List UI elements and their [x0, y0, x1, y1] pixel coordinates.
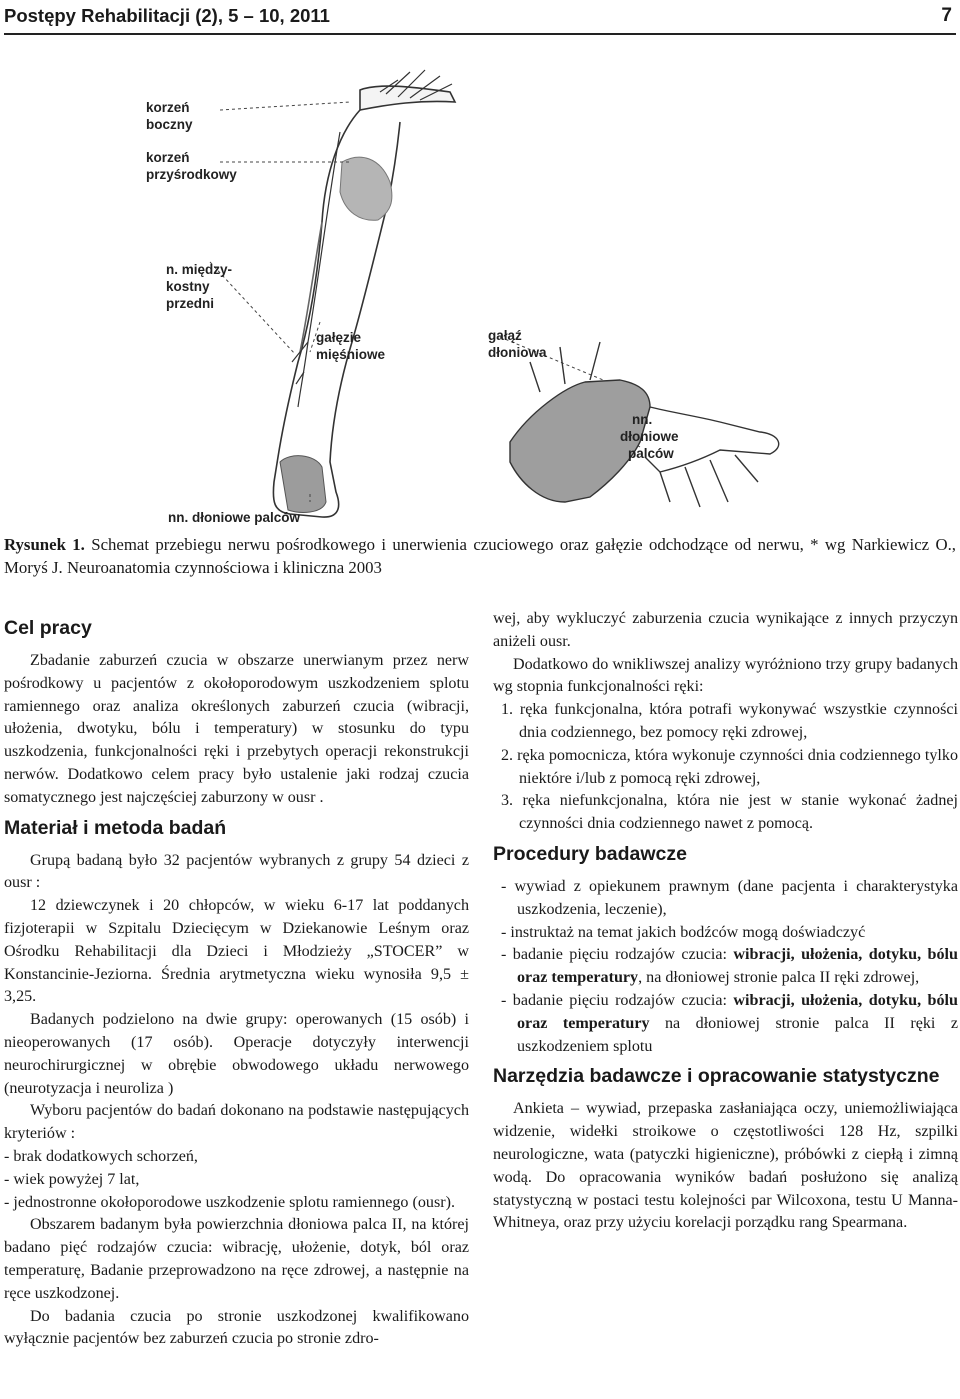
function-group-item: 3. ręka niefunkcjonalna, która nie jest w stanie wykonać żadnej czynności dnia codziennego nawet z pomocą.	[501, 792, 958, 833]
criteria-item: - brak dodatkowych schorzeń,	[4, 1147, 198, 1165]
label-nn-1: nn.	[632, 412, 653, 427]
header-rule	[4, 33, 956, 35]
criteria-item: - jednostronne okołoporodowe uszkodzenie splotu ramiennego (ousr).	[4, 1193, 455, 1211]
label-galezie-2: mięśniowe	[316, 347, 386, 362]
procedure-item: - wywiad z opiekunem prawnym (dane pacjenta i charakterystyka uszkodzenia, leczenie),	[501, 877, 958, 918]
page-number: 7	[941, 5, 952, 26]
arm-illustration	[273, 86, 455, 517]
paragraph-podzial: Badanych podzielono na dwie grupy: operowanych (15 osób) i nieoperowanych (17 osób). Operacje dotyczyły interwencji neurochirurgicznej w obrębie obwodowego układu nerwowego (neurotyzacja i neuroliza )	[4, 1011, 469, 1097]
procedure-text: , na dłoniowej stronie palca II ręki zdrowej,	[638, 969, 920, 987]
label-nn-3: palców	[628, 446, 674, 461]
procedure-text: na dłoniowej stronie palca II ręki z uszkodzeniem splotu	[517, 1014, 958, 1055]
criteria-item: - wiek powyżej 7 lat,	[4, 1170, 140, 1188]
procedure-bold: wibracji, ułożenia, dotyku, bólu oraz temperatury	[517, 946, 958, 987]
procedure-text: - badanie pięciu rodzajów czucia:	[501, 991, 734, 1009]
label-n-miedzykostny-3: przedni	[166, 296, 215, 311]
label-galezie-1: gałęzie	[316, 330, 362, 345]
label-n-miedzykostny-2: kostny	[166, 279, 210, 294]
label-n-miedzykostny-1: n. między-	[166, 262, 233, 277]
procedure-item	[493, 944, 958, 990]
paragraph-obszar: Obszarem badanym była powierzchnia dłoniowa palca II, na której badano pięć rodzajów czucia: wibrację, ułożenie, dotyk, ból oraz temperaturę, Badanie przeprowadzono na ręce zdrowej, a następnie na ręce uszkodzonej.	[4, 1216, 469, 1302]
median-nerve-figure	[60, 62, 860, 532]
label-korzen-przysrodkowy-1: korzeń	[146, 150, 190, 165]
paragraph-narzedzia: Ankieta – wywiad, przepaska zasłaniająca oczy, uniemożliwiająca widzenie, widełki stroikowe o częstotliwości 128 Hz, szpilki neurologiczne, wata (patyczki higieniczne), próbówki z ciepłą i zimną wodą. Do opracowania wyników badań posłużono się analizą statystyczną w postaci testu kolejności par Wilcoxona, testu U Manna-Whitneya, oraz przy użyciu korelacji porządku rang Spearmana.	[493, 1100, 958, 1232]
procedures-list	[493, 876, 958, 1058]
page-header	[0, 0, 960, 34]
function-groups-list	[493, 699, 958, 836]
paragraph-uczestnicy: 12 dziewczynek i 20 chłopców, w wieku 6-17 lat poddanych fizjoterapii w Szpitalu Dziecięcym w Dziekanowie Leśnym oraz Ośrodku Rehabilitacji dla Dzieci i Młodzieży „STOCER” w Konstancinie-Jeziorna. Średnia arytmetyczna wieku wynosiła 9,5 ± 3,25.	[4, 897, 469, 1006]
heading-material: Materiał i metoda badań	[4, 816, 227, 839]
paragraph-kryteria: Wyboru pacjentów do badań dokonano na podstawie następujących kryteriów :	[4, 1102, 469, 1143]
heading-procedury: Procedury badawcze	[493, 842, 687, 865]
procedure-item	[493, 990, 958, 1058]
label-nn-2: dłoniowe	[620, 429, 679, 444]
right-column	[493, 608, 958, 1235]
paragraph-grupy: Dodatkowo do wnikliwszej analizy wyróżniono trzy grupy badanych wg stopnia funkcjonalności ręki:	[493, 655, 958, 696]
paragraph-kwalifikacja: Do badania czucia po stronie uszkodzonej kwalifikowano wyłącznie pacjentów bez zaburzeń czucia po stronie zdro-	[4, 1307, 469, 1348]
caption-text: Schemat przebiegu nerwu pośrodkowego i unerwienia czuciowego oraz gałęzie odchodzące od nerwu, * wg Narkiewicz O., Moryś J. Neuroanatomia czynnościowa i kliniczna 2003	[4, 535, 956, 577]
label-korzen-boczny-2: boczny	[146, 117, 193, 132]
heading-cel-pracy: Cel pracy	[4, 617, 92, 639]
procedure-text: - badanie pięciu rodzajów czucia:	[501, 946, 734, 964]
label-galaz-1: gałąź	[488, 328, 522, 343]
figure-caption	[4, 533, 956, 579]
caption-label: Rysunek 1.	[4, 535, 85, 554]
procedure-bold: wibracji, ułożenia, dotyku, bólu oraz temperatury	[517, 991, 958, 1032]
label-bottom: nn. dłoniowe palców	[168, 510, 301, 525]
function-group-item: 2. ręka pomocnicza, która wykonuje czynności dnia codziennego tylko niektóre i/lub z pomocą ręki zdrowej,	[501, 746, 958, 787]
label-korzen-przysrodkowy-2: przyśrodkowy	[146, 167, 237, 182]
journal-title: Postępy Rehabilitacji (2), 5 – 10, 2011	[4, 5, 330, 26]
criteria-list	[4, 1146, 469, 1214]
function-group-item: 1. ręka funkcjonalna, która potrafi wykonywać wszystkie czynności dnia codziennego, bez pomocy ręki zdrowej,	[501, 701, 958, 741]
paragraph-continuation: wej, aby wykluczyć zaburzenia czucia wynikające z innych przyczyn aniżeli ousr.	[493, 610, 958, 650]
label-korzen-boczny-1: korzeń	[146, 100, 190, 115]
paragraph-grupa: Grupą badaną było 32 pacjentów wybranych z grupy 54 dzieci z ousr :	[4, 851, 469, 892]
paragraph-cel: Zbadanie zaburzeń czucia w obszarze unerwianym przez nerw pośrodkowy u pacjentów z okołoporodowym uszkodzeniem splotu ramiennego oraz analiza określonych zaburzeń czucia (wibracji, ułożenia, dwotyku, bólu i temperatury) w stosunku do typu uszkodzenia, funkcjonalności ręki i przebytych operacji rekonstrukcji nerwów. Dodatkowo celem pracy było ustalenie jaki rodzaj czucia somatycznego jest najczęściej zaburzony w ousr .	[4, 652, 469, 806]
label-galaz-2: dłoniowa	[488, 345, 547, 360]
procedure-item: - instruktaż na temat jakich bodźców mogą doświadczyć	[501, 923, 866, 941]
left-column	[4, 608, 469, 1351]
heading-narzedzia: Narzędzia badawcze i opracowanie statystyczne	[493, 1065, 940, 1088]
